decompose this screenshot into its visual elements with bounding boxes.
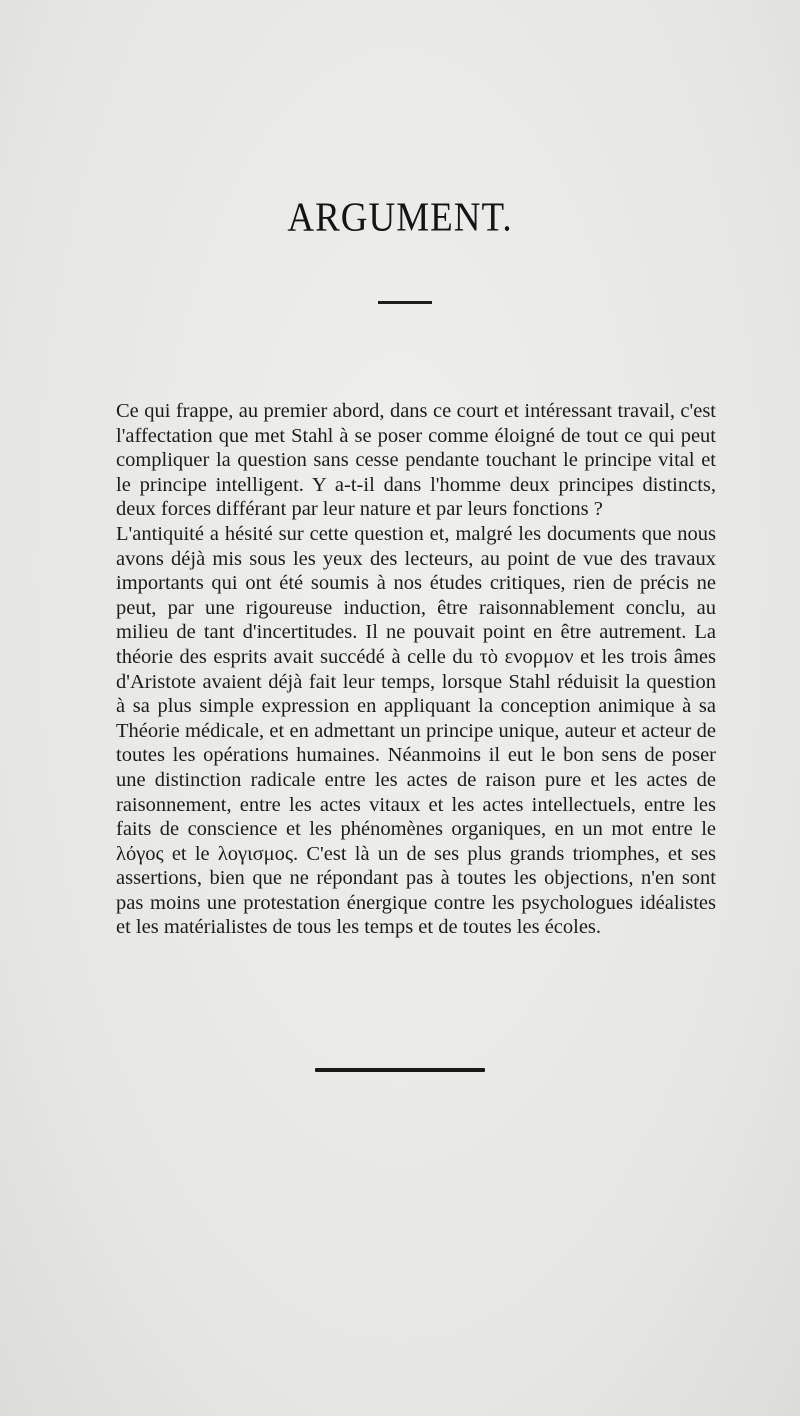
end-divider <box>315 1068 485 1072</box>
paragraph-2: L'antiquité a hésité sur cette question et, malgré les documents que nous avons déjà mis sous les yeux des lecteurs, au point de vue des travaux importants qui ont été soumis à nos études critiques, rien de précis ne peut, par une rigoureuse induction, être raisonnablement conclu, au milieu de tant d'incertitudes. Il ne pouvait point en être autrement. La théorie des esprits avait succédé à celle du τὸ ενορμον et les trois âmes d'Aristote avaient déjà fait leur temps, lorsque Stahl réduisit la question à sa plus simple expression en appliquant la conception animique à sa Théorie médicale, et en admettant un principe unique, auteur et acteur de toutes les opérations humaines. Néanmoins il eut le bon sens de poser une distinction radicale entre les actes de raison pure et les actes de raisonnement, entre les actes vitaux et les actes intellectuels, entre les faits de conscience et les phénomènes organiques, en un mot entre le λόγος et le λογισμος. C'est là un de ses plus grands triomphes, et ses assertions, bien que ne répondant pas à toutes les objections, n'en sont pas moins une protestation énergique contre les psychologues idéalistes et les matérialistes de tous les temps et de toutes les écoles. <box>116 522 716 939</box>
title-divider <box>378 301 432 304</box>
page-title: ARGUMENT. <box>287 194 513 241</box>
body-text <box>116 399 716 940</box>
paragraph-1: Ce qui frappe, au premier abord, dans ce court et intéressant travail, c'est l'affectation que met Stahl à se poser comme éloigné de tout ce qui peut compliquer la question sans cesse pendante touchant le principe vital et le principe intelligent. Y a-t-il dans l'homme deux principes distincts, deux forces différant par leur nature et par leurs fonctions ? <box>116 400 716 521</box>
